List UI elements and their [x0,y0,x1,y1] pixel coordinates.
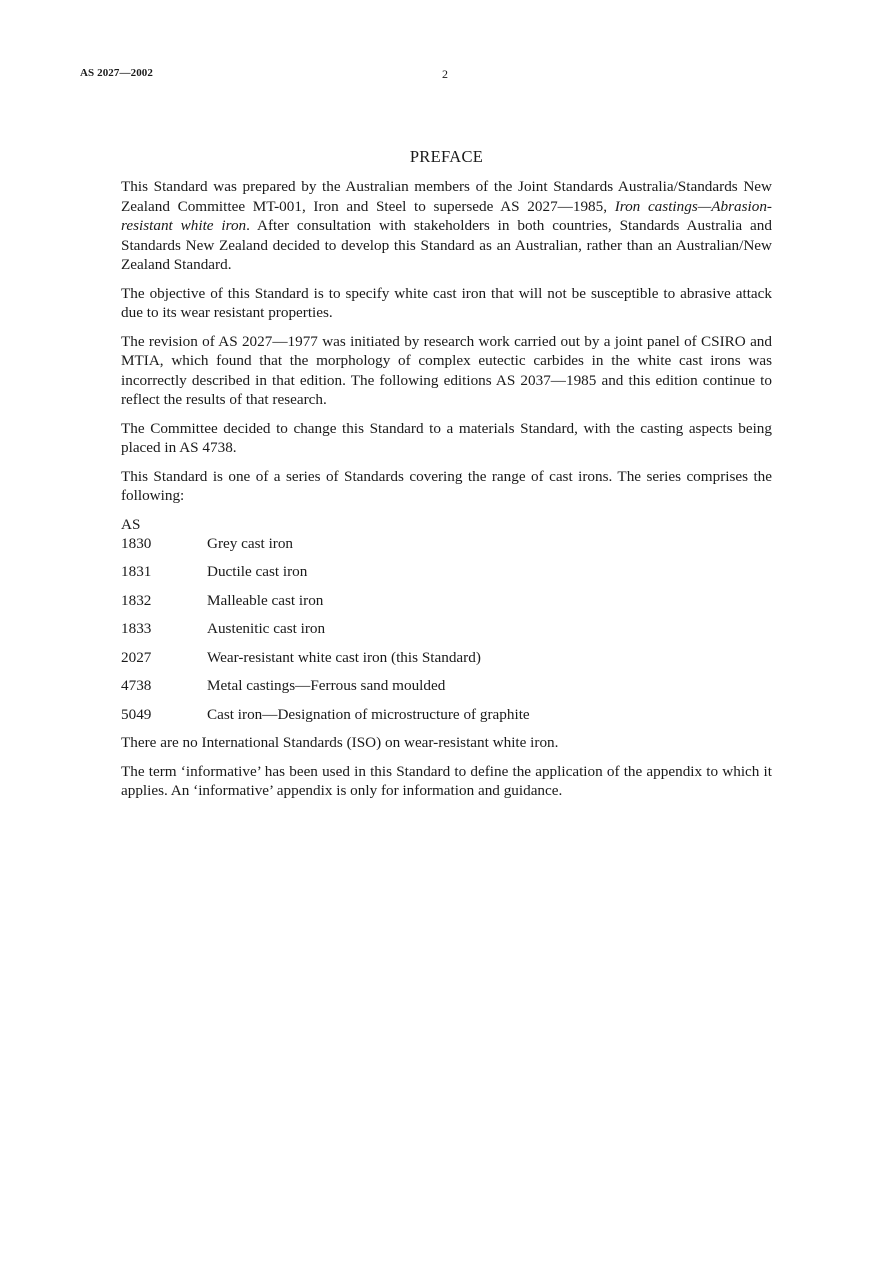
paragraph-text: . After consultation with stakeholders in both countries, Standards Australia and Standards New Zealand decided to develop this Standard as an Australian, rather than an Australian/New Zealand Standard. [121,217,772,273]
document-id: AS 2027—2002 [80,67,154,79]
page-title: PREFACE [409,147,484,166]
paragraph-iso: There are no International Standards (ISO) on wear-resistant white iron. [121,734,559,751]
paragraph-text: This Standard was prepared by the Australian members of the Joint Standards Australia/Standards New Zealand Committee MT-001, Iron and Steel to supersede AS 2027—1985, [121,178,772,215]
standards-list [121,515,772,724]
standard-code: 4738 [121,677,152,694]
standards-list-heading: AS [121,515,141,533]
standard-code: 1833 [121,620,152,637]
paragraph-preparation [121,177,772,275]
paragraph-revision: The revision of AS 2027—1977 was initiated by research work carried out by a joint panel of CSIRO and MTIA, which found that the morphology of complex eutectic carbides in the white cast irons was incorrectly described in that edition. The following editions AS 2037—1985 and this edition continue to reflect the results of that research. [121,332,772,408]
page-number: 2 [442,67,448,81]
superseded-title: Iron castings—Abrasion-resistant white iron [121,197,772,234]
standard-code: 1832 [121,591,152,609]
standard-title: Metal castings—Ferrous sand moulded [207,677,446,694]
list-item [121,534,772,553]
standard-code: 2027 [121,648,152,666]
list-item [121,705,772,724]
list-item [121,591,772,610]
standard-title: Ductile cast iron [207,563,308,580]
paragraph-series: This Standard is one of a series of Standards covering the range of cast irons. The series comprises the following: [121,467,772,504]
list-item [121,648,772,667]
standard-title: Cast iron—Designation of microstructure of graphite [207,705,530,723]
paragraph-informative: The term ‘informative’ has been used in this Standard to define the application of the appendix to which it applies. An ‘informative’ appendix is only for information and guidance. [121,762,772,799]
standard-title: Wear-resistant white cast iron (this Standard) [207,648,481,666]
standard-title: Grey cast iron [207,534,294,552]
paragraph-objective: The objective of this Standard is to specify white cast iron that will not be susceptible to abrasive attack due to its wear resistant properties. [121,284,772,321]
list-item [121,619,772,638]
list-item [121,676,772,695]
list-item [121,562,772,581]
standard-title: Austenitic cast iron [207,620,326,637]
preface-section [121,147,772,810]
standard-title: Malleable cast iron [207,591,324,609]
paragraph-committee: The Committee decided to change this Standard to a materials Standard, with the casting aspects being placed in AS 4738. [121,419,772,456]
standard-code: 1831 [121,563,152,580]
standard-code: 5049 [121,705,152,723]
standard-code: 1830 [121,534,152,552]
